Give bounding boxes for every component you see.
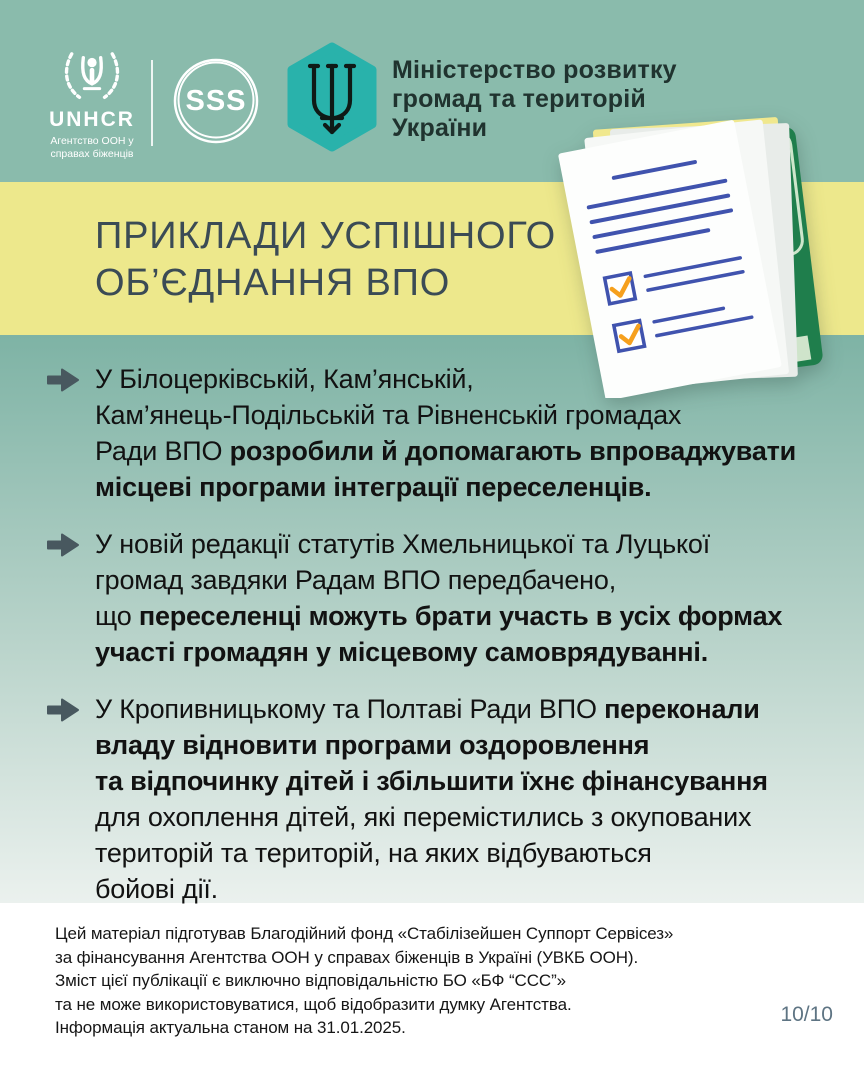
unhcr-tagline (40, 135, 144, 161)
arrow-bullet-icon (45, 695, 81, 725)
bullet-text: У новій редакції статутів Хмельницької та Луцької громад завдяки Радам ВПО передбачено, що переселенці можуть брати участь в усіх формах участі громадян у місцевому самоврядуванні. (95, 529, 783, 667)
ministry-line1: Міністерство розвитку (392, 56, 677, 84)
unhcr-emblem-icon (57, 50, 127, 106)
page-indicator: 10/10 (780, 1003, 833, 1026)
footer-line: Зміст цієї публікації є виключно відповідальністю БО «БФ “ССС”» (55, 971, 566, 990)
unhcr-tagline-line1: Агентство ООН у (50, 135, 134, 147)
bullet-text: У Кропивницькому та Полтаві Ради ВПО переконали владу відновити програми оздоровлення та відпочинку дітей і збільшити їхнє фінансування для охоплення дітей, які перемістились з окупованих територій та територій, на яких відбуваються бойові дії. (95, 694, 768, 904)
trident-hexagon-icon (284, 42, 380, 152)
ministry-line2: громад та територій (392, 85, 646, 113)
ministry-line3: України (392, 114, 488, 142)
arrow-bullet-icon (45, 365, 81, 395)
page-title-line1: ПРИКЛАДИ УСПІШНОГО (95, 215, 556, 257)
unhcr-tagline-line2: справах біженців (50, 148, 134, 160)
documents-folder-illustration (552, 116, 844, 398)
header-divider (151, 60, 153, 146)
footer-line: за фінансування Агентства ООН у справах біженців в Україні (УВКБ ООН). (55, 947, 639, 967)
bullet-text: У Білоцерківській, Кам’янській, Кам’янець-Подільській та Рівненській громадах Ради ВПО розробили й допомагають впроваджувати місцеві програми інтеграції переселенців. (95, 364, 797, 502)
bullet-item (45, 691, 835, 907)
page-title (95, 213, 556, 307)
arrow-bullet-icon (45, 530, 81, 560)
sss-logo (172, 57, 260, 145)
unhcr-logo (40, 50, 144, 161)
footer-disclaimer (55, 922, 673, 1040)
sss-monogram: SSS (185, 84, 247, 117)
bullet-item (45, 526, 835, 670)
footer-line: Інформація актуальна станом на 31.01.2025. (55, 1018, 406, 1037)
footer-line: Цей матеріал підготував Благодійний фонд «Стабілізейшен Суппорт Сервісез» (55, 924, 674, 943)
unhcr-wordmark: UNHCR (49, 108, 135, 131)
footer-line: та не може використовуватися, щоб відобразити думку Агентства. (55, 994, 572, 1014)
page-title-line2: ОБ’ЄДНАННЯ ВПО (95, 262, 451, 304)
bullet-list (45, 361, 835, 928)
